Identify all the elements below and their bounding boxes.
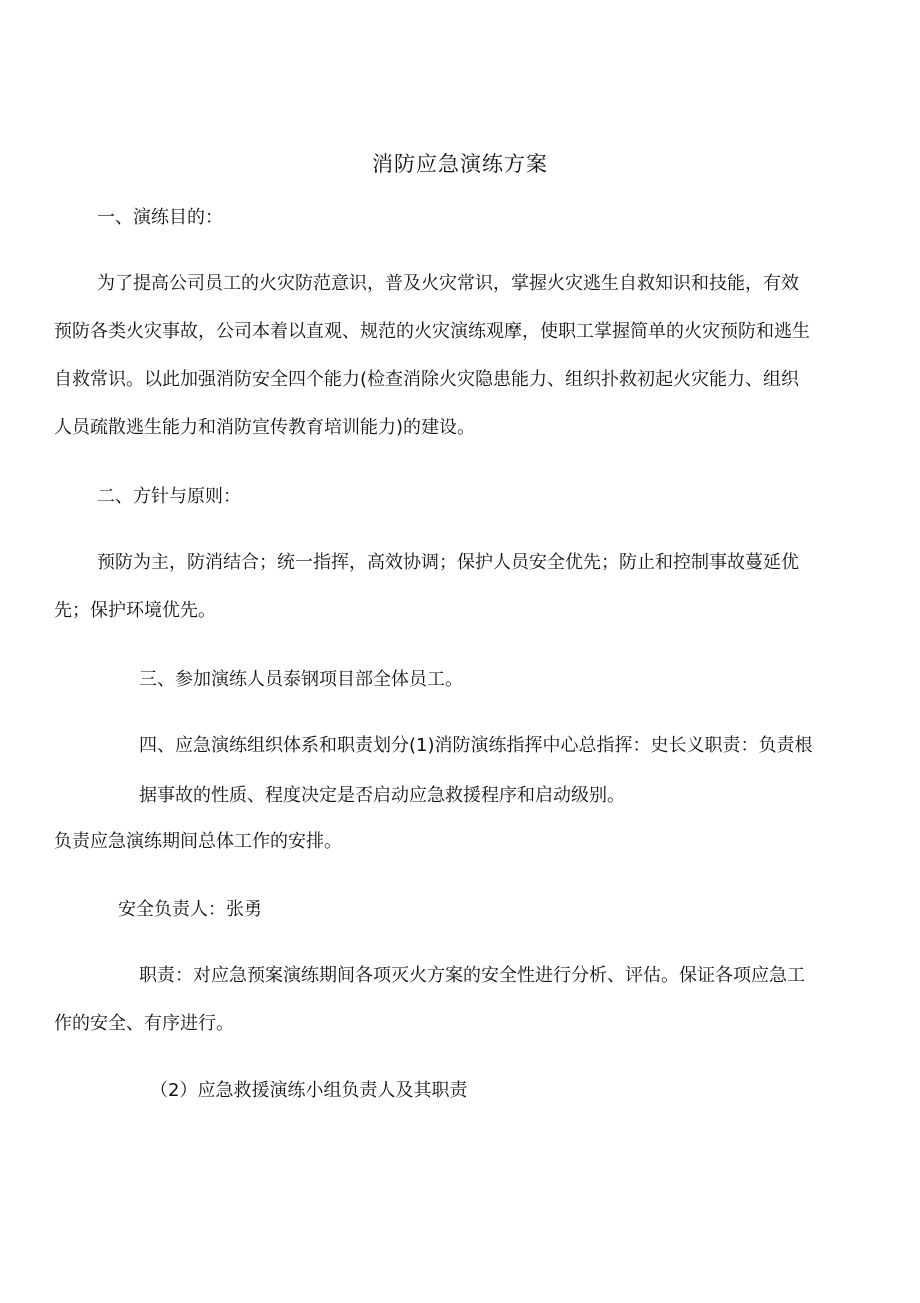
safety-lead: 安全负责人：张勇 xyxy=(118,899,262,920)
section-1-line-1: 为了提高公司员工的火灾防范意识，普及火灾常识，掌握火灾逃生自救知识和技能，有效 xyxy=(97,273,799,294)
section-4-line-1: 四、应急演练组织体系和职责划分(1)消防演练指挥中心总指挥：史长义职责：负责根 xyxy=(139,735,813,756)
section-2-line-1: 预防为主，防消结合；统一指挥，高效协调；保护人员安全优先；防止和控制事故蔓延优 xyxy=(97,552,799,573)
section-1-line-2: 预防各类火灾事故，公司本着以直观、规范的火灾演练观摩，使职工掌握简单的火灾预防和逃生 xyxy=(54,321,810,342)
section-1-line-3: 自救常识。以此加强消防安全四个能力(检查消除火灾隐患能力、组织扑救初起火灾能力、组织 xyxy=(54,369,800,390)
section-2-line-2: 先；保护环境优先。 xyxy=(54,600,216,621)
subsection-2-heading: （2）应急救援演练小组负责人及其职责 xyxy=(150,1080,468,1101)
duty-paragraph xyxy=(0,952,920,1048)
document-title: 消防应急演练方案 xyxy=(372,152,548,176)
duty-line-1: 职责：对应急预案演练期间各项灭火方案的安全性进行分析、评估。保证各项应急工 xyxy=(139,965,805,986)
section-1-paragraph xyxy=(0,260,920,452)
section-1-heading: 一、演练目的： xyxy=(97,207,223,228)
section-2-paragraph xyxy=(0,539,920,635)
section-4-line-2: 据事故的性质、程度决定是否启动应急救援程序和启动级别。 xyxy=(139,785,625,806)
section-4-line-3: 负责应急演练期间总体工作的安排。 xyxy=(54,831,342,852)
section-2-heading: 二、方针与原则： xyxy=(97,486,241,507)
section-1-line-4: 人员疏散逃生能力和消防宣传教育培训能力)的建设。 xyxy=(54,417,476,438)
section-3-line: 三、参加演练人员泰钢项目部全体员工。 xyxy=(139,669,463,690)
duty-line-2: 作的安全、有序进行。 xyxy=(54,1013,234,1034)
